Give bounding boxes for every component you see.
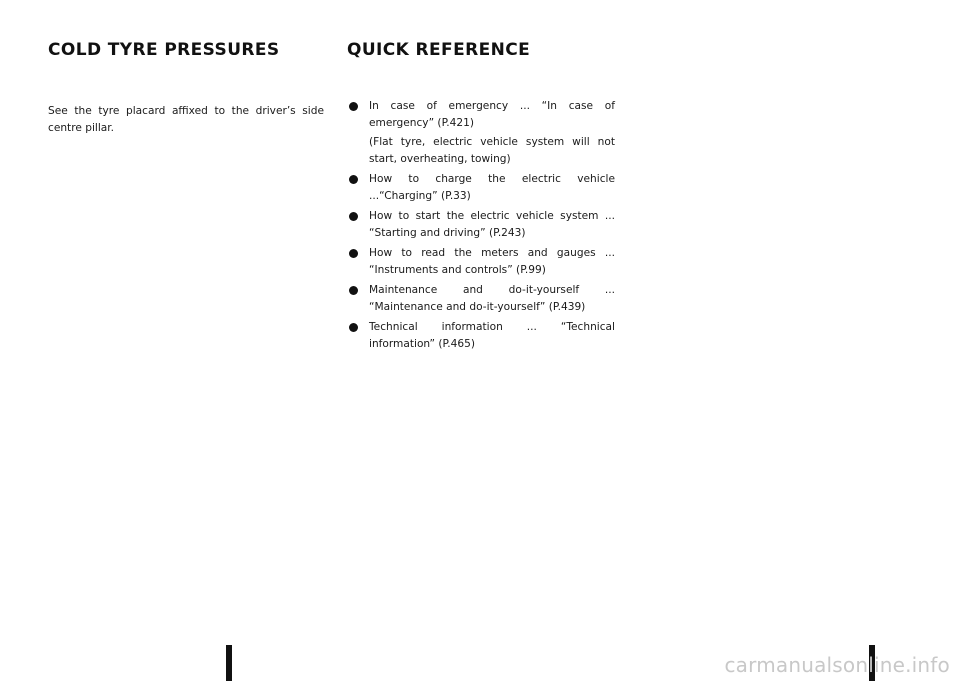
watermark: carmanualsonline.info [724,653,950,677]
list-item-text: Technical information ... “Technical information” (P.465) [369,321,615,350]
list-item [349,245,615,279]
bullet-icon [349,102,358,111]
quick-reference-list [349,98,615,353]
list-item [349,282,615,316]
list-item [349,319,615,353]
list-item-text: In case of emergency ... “In case of emergency” (P.421) [369,100,615,129]
list-item [349,208,615,242]
list-item [349,171,615,205]
list-item-subtext: (Flat tyre, electric vehicle system will not start, overheating, towing) [369,136,615,165]
quick-reference-heading: QUICK REFERENCE [347,40,531,60]
bullet-icon [349,286,358,295]
right-column [349,98,615,356]
bullet-icon [349,323,358,332]
bullet-icon [349,175,358,184]
bullet-icon [349,249,358,258]
list-item-text: How to start the electric vehicle system ... “Starting and driving” (P.243) [369,210,615,239]
left-column [48,103,324,137]
list-item-text: How to read the meters and gauges ... “Instruments and controls” (P.99) [369,247,615,276]
tyre-placard-paragraph: See the tyre placard affixed to the driver’s side centre pillar. [48,105,324,134]
list-item-text: Maintenance and do-it-yourself ... “Maintenance and do-it-yourself” (P.439) [369,284,615,313]
page-edge-marker-left [226,645,232,681]
list-item-text: How to charge the electric vehicle ...“Charging” (P.33) [369,173,615,202]
cold-tyre-pressures-heading: COLD TYRE PRESSURES [48,40,280,60]
list-item [349,98,615,168]
bullet-icon [349,212,358,221]
